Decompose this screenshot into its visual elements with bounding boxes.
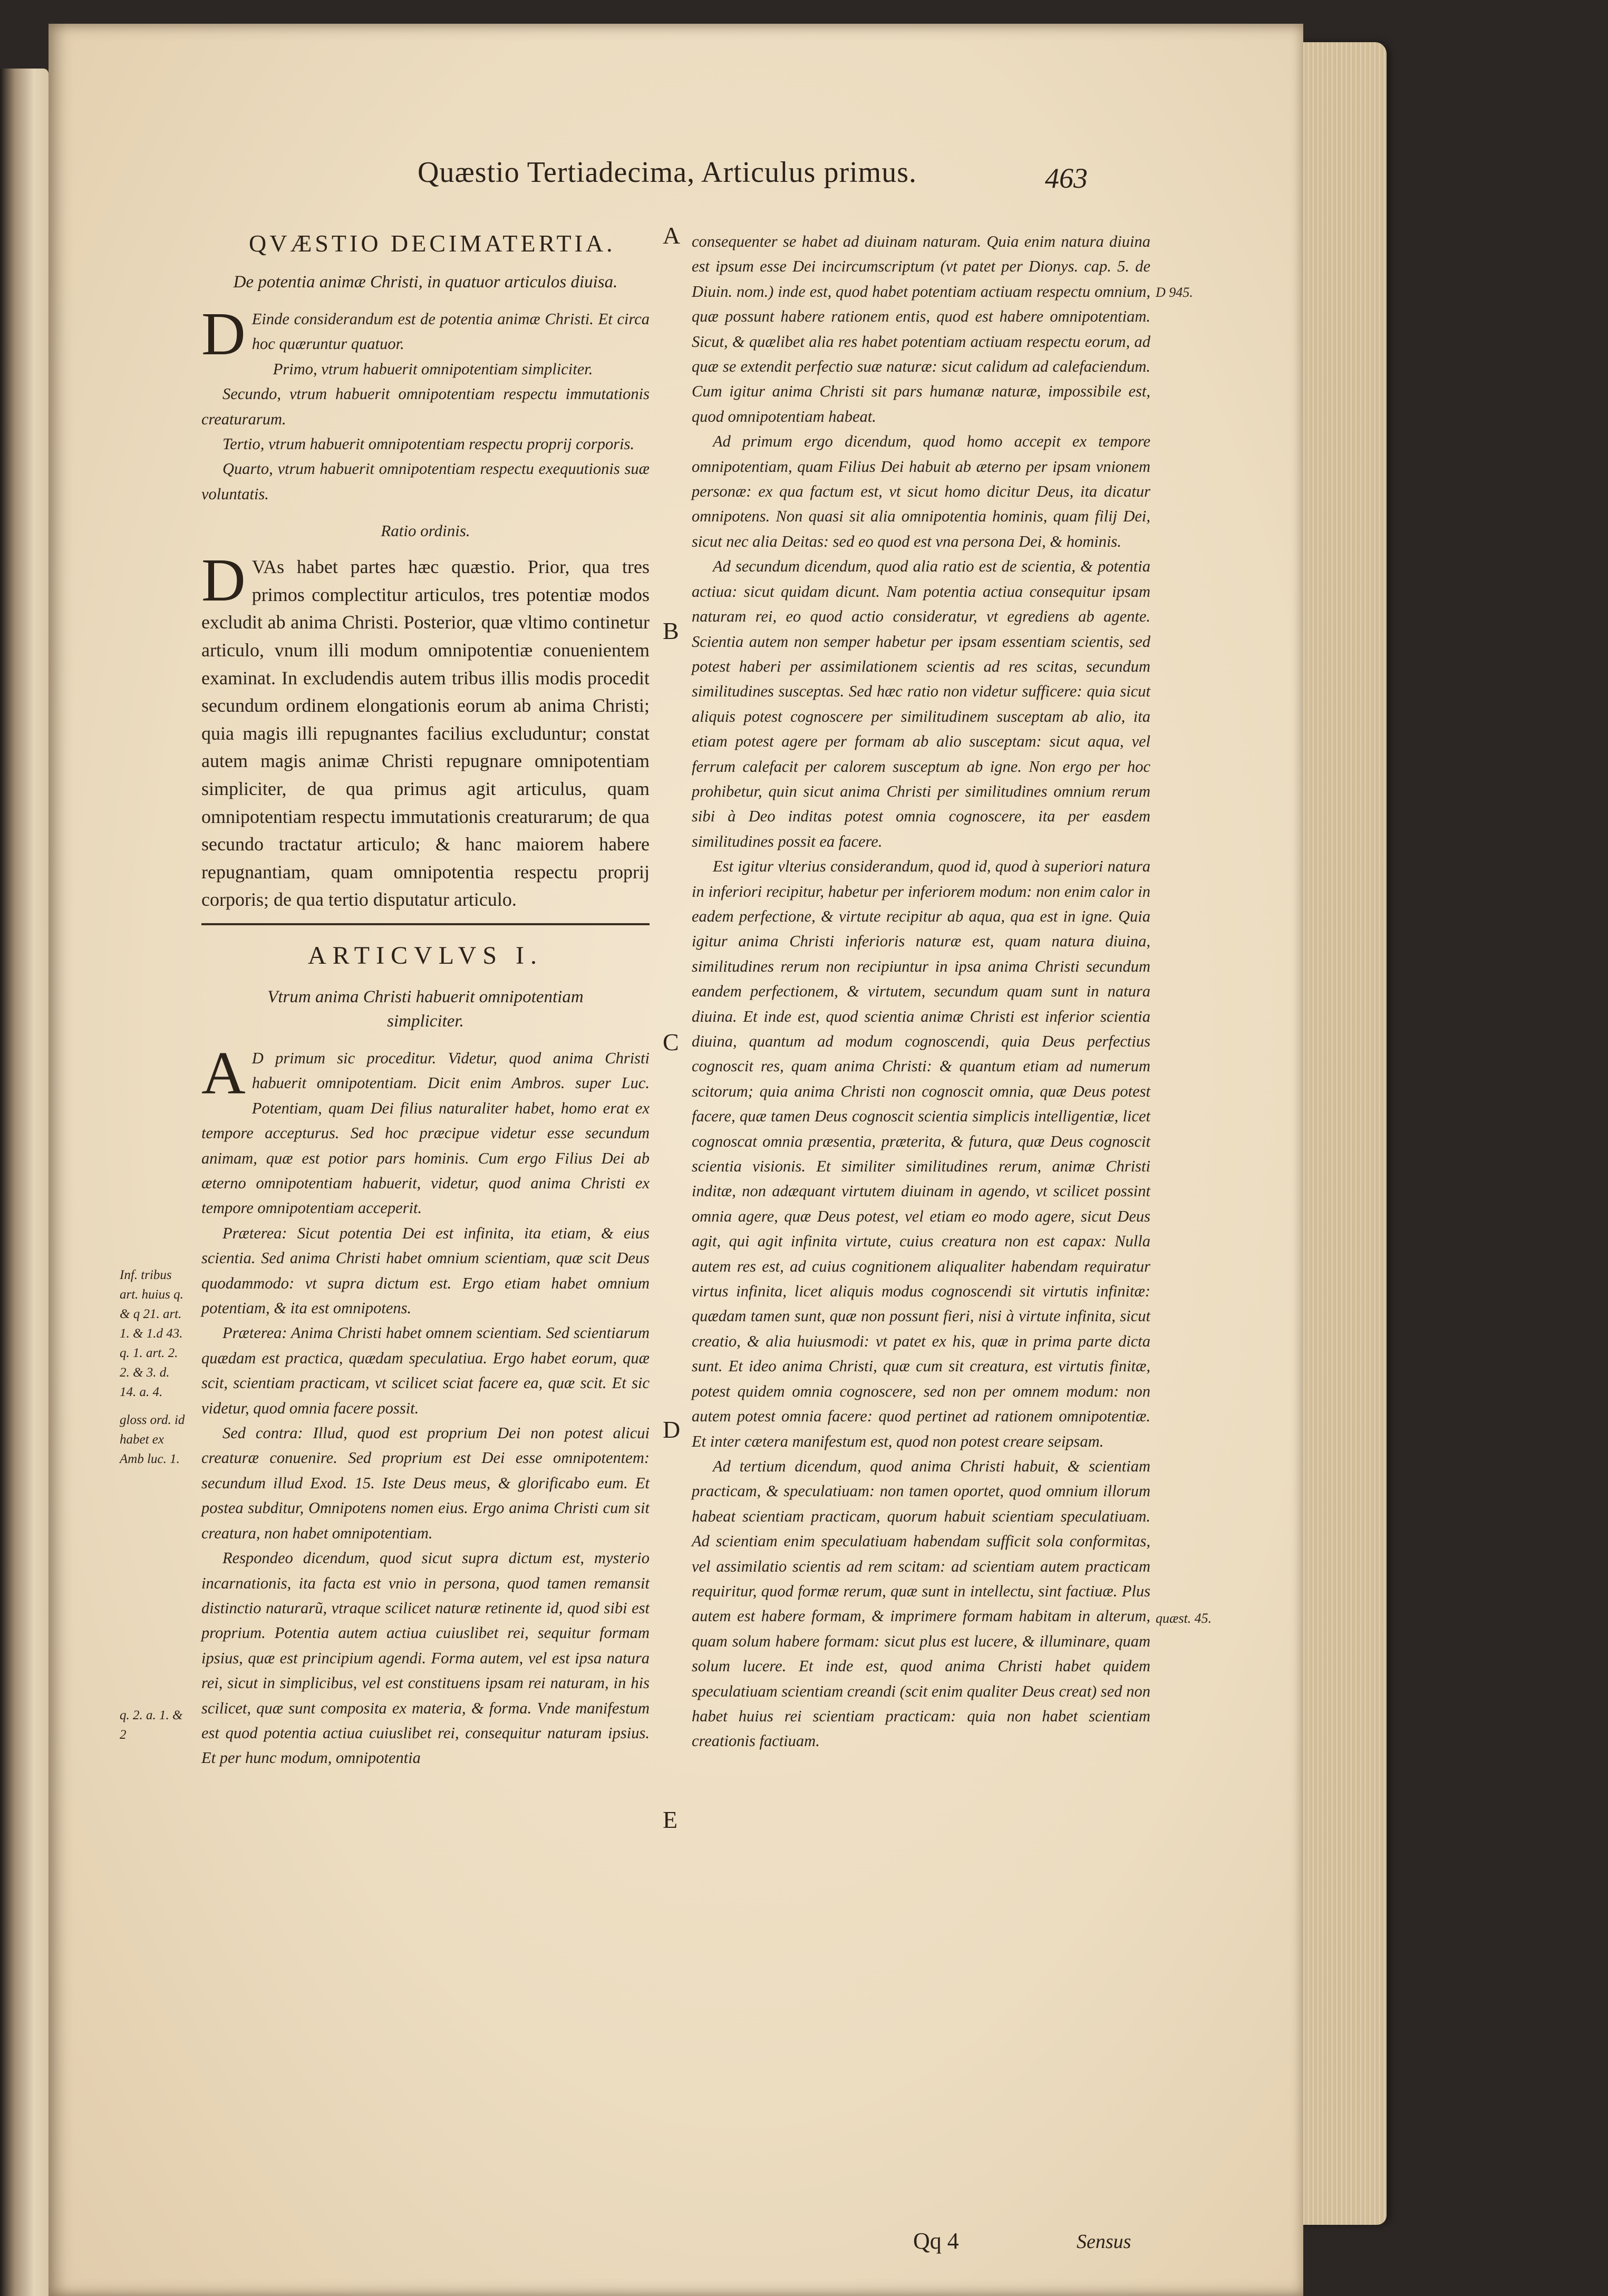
facing-page-edge	[0, 69, 49, 2296]
drop-capital: D	[201, 301, 246, 368]
right-column	[692, 229, 1150, 1754]
body-paragraph: consequenter se habet ad diuinam naturam. Quia enim natura diuina est ipsum esse Dei incircumscriptum (vt patet per Dionys. cap. 5. de Diuin. nom.) inde est, quod habet potentiam actiuam respectu omnium, quæ possunt habere rationem entis, quod est habere omnipotentiam. Sicut, & quælibet alia res habet potentiam actiuam respectu eorum, ad quæ se extendit perfectio suæ naturæ: sicut calidum ad calefaciendum. Cum igitur anima Christi sit pars humanæ naturæ, impossibile est, quod omnipotentiam habeat.	[692, 232, 1150, 425]
left-column	[201, 229, 650, 1771]
margin-note: Inf. tribus art. huius q. & q 21. art. 1. & 1.d 43. q. 1. art. 2. 2. & 3. d. 14. a. 4.	[120, 1268, 183, 1399]
article-paragraph: Præterea: Anima Christi habet omnem scientiam. Sed scientiarum quædam est practica, quædam speculatiua. Ergo habet eorum, quæ scit, scientiam practicam, vt scilicet sciat facere ea, quæ scit. Et sic videtur, quod omnia facere possit.	[201, 1324, 650, 1417]
body-paragraph: Ad tertium dicendum, quod anima Christi habuit, & scientiam practicam, & speculatiuam: non tamen oportet, quod omnium illorum habeat scientiam practicam, quorum habuit scientiam speculatiuam. Ad scientiam enim speculatiuam habendam sufficit sola conformitas, vel assimilatio scientis ad rem scitam: ad scientiam autem practicam requiritur, quod formæ rerum, quæ sunt in intellectu, sint factiuæ. Plus autem est habere formam, & imprimere formam habitam in alterum, quam solum habere formam: sicut plus est lucere, & illuminare, quam solum lucere. Et inde est, quod anima Christi habet quidem speculatiuam scientiam creandi (scit enim qualiter Deus creat) sed non habet huius rei scientiam practicam: quia non habet scientiam creationis factiuam.	[692, 1457, 1150, 1750]
article-paragraph: Respondeo dicendum, quod sicut supra dictum est, mysterio incarnationis, ita facta est vnio in persona, quod tamen remansit distinctio naturarũ, vtraque scilicet naturæ retinente id, quod sibi est proprium. Potentia autem actiua cuiuslibet rei, sequitur formam ipsius, quæ est principium agendi. Forma autem, vel est ipsa natura rei, sicut in simplicibus, vel est constituens ipsam rei naturam, in his scilicet, quæ sunt composita ex materia, & forma. Vnde manifestum est quod potentia actiua cuiuslibet rei, consequitur naturam ipsius. Et per hunc modum, omnipotentia	[201, 1549, 650, 1767]
article-subtitle: Vtrum anima Christi habuerit omnipotentiam simpliciter.	[267, 987, 584, 1031]
article-text: D primum sic proceditur. Videtur, quod anima Christi habuerit omnipotentiam. Dicit enim Ambros. super Luc. Potentiam, quam Dei filius naturaliter habet, homo erat ex tempore accepturus. Sed hoc præcipue videtur esse secundum animam, quæ est potior pars hominis. Cum ergo Filius Dei ab æterno omnipotentiam habuerit, videtur, quod anima Christi ex tempore omnipotentiam acceperit.	[201, 1049, 650, 1217]
body-paragraph: Ad secundum dicendum, quod alia ratio est de scientia, & potentia actiua: sicut quidam dicunt. Nam potentia actiua consequitur ipsam naturam rei, eo quod actio consideratur, vt egrediens ab agente. Scientia autem non semper habetur per ipsam essentiam scientis, sed potest haberi per assimilationem scientis ad res scitas, secundum similitudines susceptas. Sed hæc ratio non videtur sufficere: quia sicut aliquis potest cognoscere per similitudinem susceptam ab alio, ita etiam potest agere per formam ab alio susceptam: sicut aqua, vel ferrum calefacit per calorem susceptum ab igne. Non ergo per hoc prohibetur, quin sicut anima Christi per similitudines omnium rerum sibi à Deo inditas potest omnia cognoscere, ita per easdem similitudines possit ea facere.	[692, 557, 1150, 850]
intro-item: Secundo, vtrum habuerit omnipotentiam respectu immutationis creaturarum.	[201, 385, 650, 428]
section-rule	[201, 923, 650, 925]
section-letter-c: C	[663, 1029, 679, 1055]
ratio-paragraph	[201, 547, 650, 914]
section-letter-a: A	[663, 222, 681, 249]
page-number: 463	[1045, 162, 1088, 194]
section-letter-e: E	[663, 1806, 678, 1833]
ratio-text: VAs habet partes hæc quæstio. Prior, qua tres primos complectitur articulos, tres potentiæ modos excludit ab anima Christi. Posterior, quæ vltimo continetur articulo, vnum illi modum omnipotentiæ conuenientem examinat. In excludendis autem tribus illis modis procedit secundum ordinem elongationis eorum ab anima Christi; quia magis illi repugnantes facilius excluduntur; constat autem magis animæ Christi repugnare omnipotentiam simpliciter, de qua primus agit articulus, quam omnipotentiam respectu immutationis creaturarum; de qua secundo tractatur articulo; & hanc maiorem habere repugnantiam, quam omnipotentia respectu proprij corporis; de qua tertio disputatur articulo.	[201, 556, 650, 910]
article-paragraph: Præterea: Sicut potentia Dei est infinita, ita etiam, & eius scientia. Sed anima Christi habet omnium scientiam, quæ scit Deus quodammodo: vt supra dictum est. Ergo etiam habet omnium potentiam, & ita est omnipotens.	[201, 1224, 650, 1317]
article-heading: ARTICVLVS I.	[307, 941, 544, 970]
margin-note: q. 2. a. 1. & 2	[120, 1708, 183, 1742]
body-paragraph: Ad primum ergo dicendum, quod homo accepit ex tempore omnipotentiam, quam Filius Dei habuit ab æterno per ipsam vnionem personæ: ex qua factum est, vt sicut homo dicitur Deus, ita dicatur omnipotens. Non quasi sit alia omnipotentia hominis, quam filij Dei, sicut nec alia Deitas: sed eo quod est vna persona Dei, & hominis.	[692, 432, 1150, 550]
intro-text: Einde considerandum est de potentia animæ Christi. Et circa hoc quæruntur quatuor.	[251, 310, 650, 353]
running-head: Quæstio Tertiadecima, Articulus primus.	[418, 156, 917, 189]
margin-note: D 945.	[1156, 285, 1193, 300]
intro-paragraph	[201, 301, 650, 368]
article-paragraph	[201, 1039, 650, 1221]
body-paragraph: Est igitur vlterius considerandum, quod id, quod à superiori natura in inferiori recipitur, habetur per inferiorem modum: non enim calor in eadem perfectione, & virtute recipitur ab aqua, qua est in igne. Quia igitur anima Christi inferioris naturæ est, quam natura diuina, similitudines rerum non recipiuntur in ipsa anima Christi secundum eandem perfectionem, & virtutem, secundum quam sunt in natura diuina. Et inde est, quod scientia animæ Christi est inferior scientia diuina, quantum ad modum cognoscendi, quia Deus perfectius cognoscit res, quam anima Christi: & quantum etiam ad numerum scitorum; quia anima Christi non cognoscit omnia, quæ Deus potest facere, quæ tamen Deus cognoscit scientia simplicis intelligentiæ, licet cognoscat omnia præsentia, præterita, & futura, quæ Deus cognoscit scientia visionis. Et similiter similitudines rerum, animæ Christi inditæ, non adæquant virtutem diuinam in agendo, vt scilicet possint omnia agere, quæ Deus potest, vel etiam eo modo agere, sicut Deus agit, qui agit infinita virtute, cuius creatura non est capax: Nulla autem res est, ad cuius cognitionem aliqualiter habendam requiratur virtus infinita, licet aliquis modus cognoscendi sit virtutis infinitæ: quædam tamen sunt, quæ non possunt fieri, nisi à virtute infinita, sicut creatio, & alia huiusmodi: vt patet ex his, quæ in prima parte dicta sunt. Et ideo anima Christi, quæ cum sit creatura, est virtutis finitæ, potest quidem omnia cognoscere, sed non per omnem modum: non autem potest omnia facere: quod pertinet ad rationem omnipotentiæ. Et inter cætera manifestum est, quod non potest creare seipsam.	[692, 857, 1150, 1450]
margin-note: gloss ord. id habet ex Amb luc. 1.	[120, 1413, 185, 1466]
question-heading: QVÆSTIO DECIMATERTIA.	[249, 230, 616, 257]
book-page	[49, 24, 1303, 2296]
catchword: Sensus	[1077, 2231, 1131, 2253]
intro-item: Tertio, vtrum habuerit omnipotentiam respectu proprij corporis.	[222, 435, 635, 453]
drop-capital: D	[201, 547, 246, 615]
section-letter-b: B	[663, 617, 679, 644]
intro-item: Quarto, vtrum habuerit omnipotentiam respectu exequutionis suæ voluntatis.	[201, 460, 650, 503]
signature-mark: Qq 4	[913, 2228, 959, 2254]
question-subtitle: De potentia animæ Christi, in quatuor articulos diuisa.	[233, 273, 618, 292]
drop-capital: A	[201, 1039, 246, 1107]
margin-note: quæst. 45.	[1156, 1611, 1212, 1626]
article-paragraph: Sed contra: Illud, quod est proprium Dei non potest alicui creaturæ conuenire. Sed proprium est Dei esse omnipotentem: secundum illud Exod. 15. Iste Deus meus, & glorificabo eum. Et postea subditur, Omnipotens nomen eius. Ergo anima Christi cum sit creatura, non habet omnipotentiam.	[201, 1424, 650, 1542]
intro-item: Primo, vtrum habuerit omnipotentiam simpliciter.	[273, 360, 593, 378]
ratio-heading: Ratio ordinis.	[381, 521, 470, 540]
section-letter-d: D	[663, 1416, 681, 1443]
